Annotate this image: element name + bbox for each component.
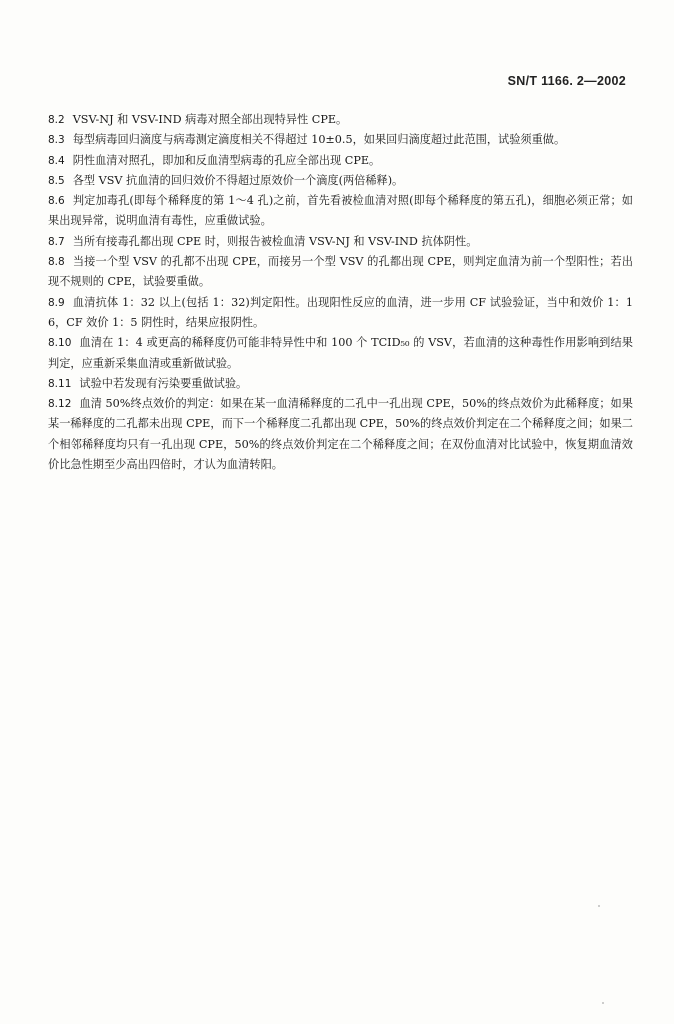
- clause-8-4: [48, 151, 633, 171]
- clause-number: 8.9: [48, 296, 65, 309]
- clause-text: 血清 50%终点效价的判定：如果在某一血清稀释度的二孔中一孔出现 CPE，50%的终点效价为此稀释度；如果某一稀释度的二孔都未出现 CPE，而下一个稀释度二孔都出现 CPE，50%的终点效价判定在二个稀释度之间；如果二个相邻稀释度均只有一孔出现 CPE，50%的终点效价判定在二个稀释度之间；在双份血清对比试验中，恢复期血清效价比急性期至少高出四倍时，才认为血清转阳。: [48, 397, 633, 472]
- clause-number: 8.11: [48, 377, 72, 390]
- clause-number: 8.7: [48, 235, 65, 248]
- scan-speck: [602, 1002, 604, 1004]
- clause-text: 判定加毒孔(即每个稀释度的第 1～4 孔)之前，首先看被检血清对照(即每个稀释度的第五孔)，细胞必须正常；如果出现异常，说明血清有毒性，应重做试验。: [48, 194, 633, 228]
- clause-number: 8.2: [48, 114, 65, 126]
- clause-text: 血清抗体 1：32 以上(包括 1：32)判定阳性。出现阳性反应的血清，进一步用 CF 试验验证，当中和效价 1：16，CF 效价 1：5 阴性时，结果应报阴性。: [48, 295, 633, 329]
- clause-text: 试验中若发现有污染要重做试验。: [79, 376, 248, 390]
- clause-8-9: [48, 293, 633, 334]
- clause-text: 每型病毒回归滴度与病毒测定滴度相关不得超过 10±0.5，如果回归滴度超过此范围，试验须重做。: [72, 133, 566, 147]
- clause-8-12: [48, 394, 633, 475]
- clause-number: 8.3: [48, 134, 65, 147]
- clause-list: [48, 110, 633, 475]
- clause-8-6: [48, 191, 633, 232]
- clause-text: VSV-NJ 和 VSV-IND 病毒对照全部出现特异性 CPE。: [72, 113, 348, 126]
- clause-8-10: [48, 333, 633, 374]
- scan-speck: [598, 905, 600, 907]
- clause-text: 当所有接毒孔都出现 CPE 时，则报告被检血清 VSV-NJ 和 VSV-IND 抗体阴性。: [72, 234, 478, 248]
- clause-8-11: [48, 374, 633, 394]
- clause-number: 8.8: [48, 256, 65, 269]
- clause-8-7: [48, 232, 633, 252]
- standard-code-header: SN/T 1166. 2—2002: [507, 74, 626, 88]
- clause-8-2: [48, 110, 633, 130]
- clause-8-8: [48, 252, 633, 293]
- clause-text: 各型 VSV 抗血清的回归效价不得超过原效价一个滴度(两倍稀释)。: [72, 173, 404, 187]
- clause-text: 阴性血清对照孔，即加和反血清型病毒的孔应全部出现 CPE。: [72, 153, 381, 167]
- clause-text: 血清在 1：4 或更高的稀释度仍可能非特异性中和 100 个 TCID₅₀ 的 VSV，若血清的这种毒性作用影响到结果判定，应重新采集血清或重新做试验。: [48, 336, 633, 370]
- clause-number: 8.5: [48, 174, 65, 187]
- clause-number: 8.4: [48, 154, 65, 167]
- clause-number: 8.12: [48, 398, 72, 411]
- clause-8-3: [48, 130, 633, 150]
- clause-text: 当接一个型 VSV 的孔都不出现 CPE，而接另一个型 VSV 的孔都出现 CPE，则判定血清为前一个型阳性；若出现不规则的 CPE，试验要重做。: [48, 255, 633, 289]
- clause-number: 8.10: [48, 337, 72, 350]
- clause-8-5: [48, 171, 633, 191]
- clause-number: 8.6: [48, 195, 65, 208]
